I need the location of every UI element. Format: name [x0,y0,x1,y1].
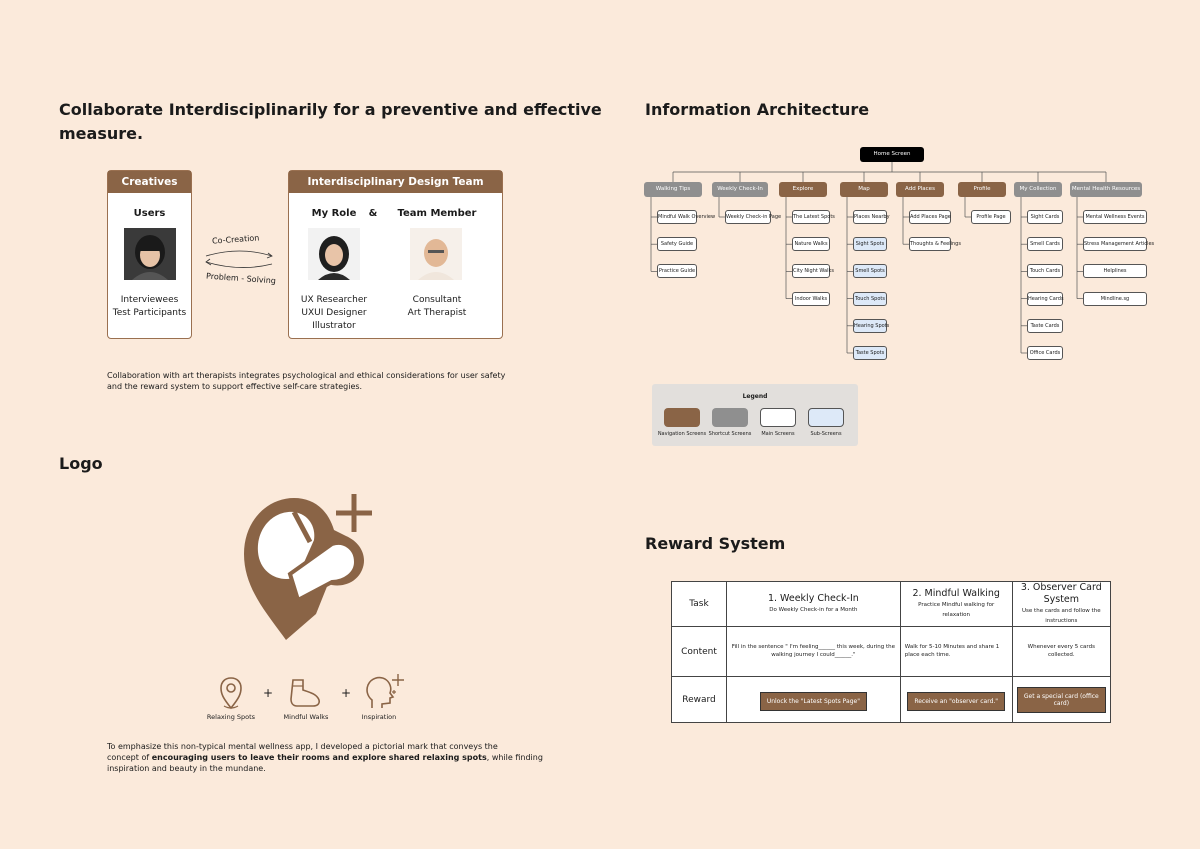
logo-paragraph-line1: To emphasize this non-typical mental wellness app, I developed a pictorial mark that conveys the [107,742,498,751]
ia-root-node: Home Screen [860,147,924,162]
task-sub-2: Practice Mindful walking for relaxation [918,602,995,618]
role-line-2: UXUI Designer [301,308,367,318]
sock-foot-icon [287,676,323,708]
my-avatar [308,228,360,280]
reward-cell-3 [1012,677,1110,723]
ia-connectors [640,140,1160,380]
ia-child-thoughts-feelings: Thoughts & Feelings [909,237,951,251]
users-label: Users [133,208,166,219]
legend-swatch-sub [808,408,844,427]
legend-label-sub: Sub-Screens [810,431,842,437]
interviewees-label: Interviewees [120,295,179,305]
ia-child-city-night-walks: City Night Walks [792,264,830,278]
ia-child-office-cards: Office Cards [1027,346,1063,360]
reward-cell-1 [727,677,901,723]
collab-paragraph-line2: and the reward system to support effective self-care strategies. [107,382,363,391]
test-participants-label: Test Participants [112,308,187,318]
member-avatar [410,228,462,280]
logo-para-bold: encouraging users to leave their rooms and explore shared relaxing spots [151,753,487,762]
logo-para-text-a: concept of [107,753,152,762]
content-cell-1: Fill in the sentence " I'm feeling______ this week, during the walking journey I could______." [727,627,901,677]
ia-child-nature-walks: Nature Walks [792,237,830,251]
legend-label-main: Main Screens [761,431,795,437]
legend-title: Legend [742,393,768,400]
ia-node-profile: Profile [958,182,1006,197]
ia-child-sight-spots: Sight Spots [853,237,887,251]
logo-title: Logo [59,454,103,473]
ia-child-mindline-sg: Mindline.sg [1083,292,1147,306]
ia-child-indoor-walks: Indoor Walks [792,292,830,306]
reward-badge-3: Get a special card (office card) [1017,687,1106,713]
ia-child-mindful-walk-overview: Mindful Walk Overview [657,210,697,224]
ia-child-stress-management-articles: Stress Management Articles [1083,237,1147,251]
ampersand: & [368,208,378,219]
ia-node-weekly-check-in: Weekly Check-In [712,182,768,197]
legend-swatch-main [760,408,796,427]
row-label-content: Content [672,627,727,677]
creatives-card [107,170,192,339]
ia-child-safety-guide: Safety Guide [657,237,697,251]
logo-para-text-c: , while finding [486,753,543,762]
ia-child-taste-spots: Taste Spots [853,346,887,360]
collab-title-line1: Collaborate Interdisciplinarily for a preventive and effective [59,100,602,119]
reward-row-content [672,627,1111,677]
plus-sign-2: + [341,686,352,700]
ia-child-places-nearby: Places Nearby [853,210,887,224]
row-label-task: Task [672,582,727,627]
logo-paragraph-line2 [107,752,543,764]
inspiration-label: Inspiration [361,713,397,721]
ia-child-helplines: Helplines [1083,264,1147,278]
ia-child-practice-guide: Practice Guide [657,264,697,278]
task-title-1: 1. Weekly Check-In [767,593,859,604]
plus-sign-1: + [263,686,274,700]
task-cell-3 [1012,582,1110,627]
ia-legend [652,384,858,446]
creatives-header: Creatives [108,171,191,193]
reward-row-task [672,582,1111,627]
mindful-walks-label: Mindful Walks [283,713,329,721]
design-team-header: Interdisciplinary Design Team [289,171,502,193]
member-line-2: Art Therapist [407,308,467,318]
collab-title-line2: measure. [59,124,144,143]
member-line-1: Consultant [412,295,462,305]
task-cell-1 [727,582,901,627]
ia-node-map: Map [840,182,888,197]
brand-logo-mark [236,492,376,644]
ia-child-the-latest-spots: The Latest Spots [792,210,830,224]
problem-solving-label: Problem - Solving [205,271,277,286]
task-title-2: 2. Mindful Walking [912,588,1000,599]
legend-label-nav: Navigation Screens [657,431,707,437]
reward-table [671,581,1111,723]
reward-title: Reward System [645,534,786,553]
head-sparkle-icon [364,672,406,710]
content-cell-2: Walk for 5-10 Minutes and share 1 place each time. [900,627,1012,677]
my-role-label: My Role [311,208,357,219]
ia-node-my-collection: My Collection [1014,182,1062,197]
ia-child-hearing-cards: Hearing Cards [1027,292,1063,306]
task-sub-1: Do Weekly Check-in for a Month [769,607,858,613]
ia-node-explore: Explore [779,182,827,197]
ia-child-smell-cards: Smell Cards [1027,237,1063,251]
user-avatar [124,228,176,280]
reward-cell-2 [900,677,1012,723]
ia-node-walking-tips: Walking Tips [644,182,702,197]
legend-label-shortcut: Shortcut Screens [708,431,752,437]
reward-badge-1: Unlock the "Latest Spots Page" [760,692,867,711]
ia-node-add-places: Add Places [896,182,944,197]
ia-child-profile-page: Profile Page [971,210,1011,224]
content-cell-3: Whenever every 5 cards collected. [1012,627,1110,677]
co-creation-label: Co-Creation [211,233,260,246]
ia-child-smell-spots: Smell Spots [853,264,887,278]
task-cell-2 [900,582,1012,627]
ia-child-sight-cards: Sight Cards [1027,210,1063,224]
ia-child-hearing-spots: Hearing Spots [853,319,887,333]
team-member-label: Team Member [397,208,477,219]
logo-paragraph-line3: inspiration and beauty in the mundane. [107,764,266,773]
task-sub-3: Use the cards and follow the instructions [1022,608,1101,624]
ia-child-mental-wellness-events: Mental Wellness Events [1083,210,1147,224]
ia-child-taste-cards: Taste Cards [1027,319,1063,333]
task-title-3: 3. Observer Card System [1020,582,1102,605]
ia-child-add-places-page: Add Places Page [909,210,951,224]
role-line-1: UX Researcher [300,295,368,305]
reward-row-reward [672,677,1111,723]
legend-swatch-nav [664,408,700,427]
ia-child-weekly-check-in-page: Weekly Check-in Page [725,210,771,224]
ia-node-mental-health-resources: Mental Health Resources [1070,182,1142,197]
design-team-card [288,170,503,339]
legend-swatch-shortcut [712,408,748,427]
role-line-3: Illustrator [312,321,356,331]
ia-child-touch-spots: Touch Spots [853,292,887,306]
relaxing-spots-label: Relaxing Spots [206,713,256,721]
ia-child-touch-cards: Touch Cards [1027,264,1063,278]
reward-badge-2: Receive an "observer card." [907,692,1005,711]
ia-title: Information Architecture [645,100,870,119]
collab-paragraph-line1: Collaboration with art therapists integrates psychological and ethical considerations for user safety [107,371,506,380]
location-pin-icon [218,676,244,710]
row-label-reward: Reward [672,677,727,723]
